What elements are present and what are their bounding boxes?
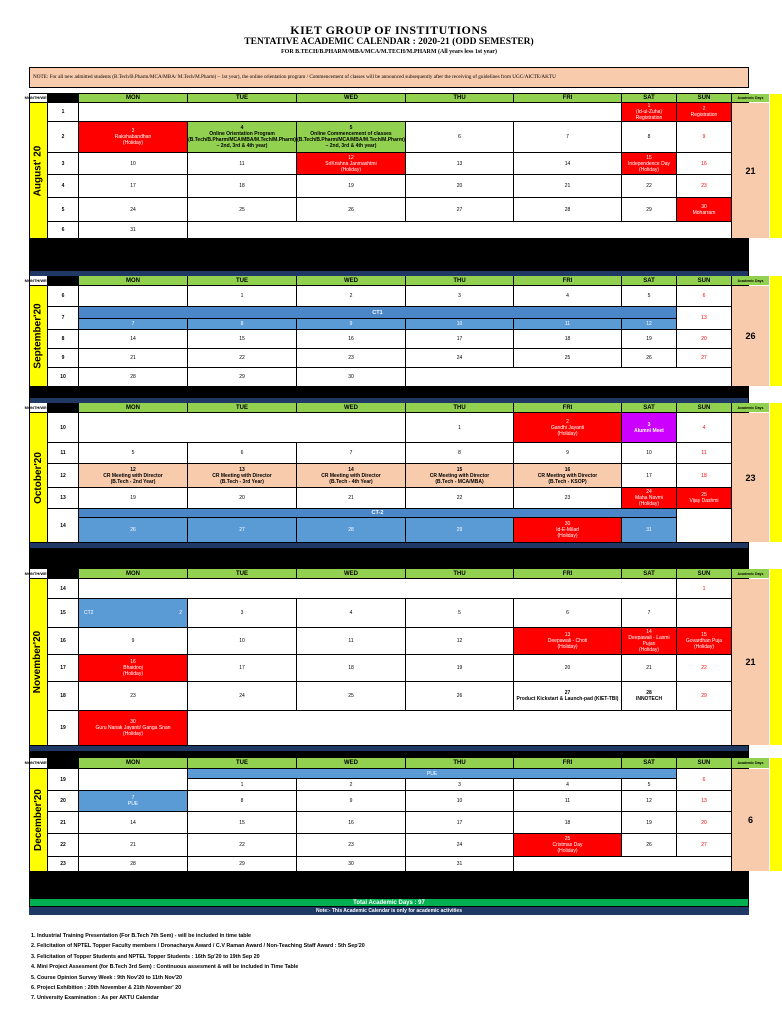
- footnote-item: 1. Industrial Training Presentation (For B.Tech 7th Sem) - will be included in time table: [31, 933, 252, 939]
- day-header-thu: THU: [406, 94, 513, 102]
- yellow-edge: [770, 569, 782, 745]
- empty-cell: [677, 599, 731, 627]
- day-header-sat: SAT: [622, 569, 676, 578]
- week-number: 1: [48, 103, 78, 121]
- day-cell: 11: [297, 628, 405, 654]
- day-cell-ct: 31: [622, 518, 676, 542]
- day-cell: 17: [188, 655, 296, 681]
- week-number: 11: [48, 443, 78, 463]
- day-header-fri: FRI: [514, 276, 621, 285]
- day-cell: 1: [406, 413, 513, 442]
- day-cell: 28: [79, 857, 187, 871]
- day-cell-event: 13 CR Meeting with Director (B.Tech - 3rd Year): [188, 464, 296, 487]
- day-cell-event: 5 Online Commencement of classes (B.Tech/B.Pharm/MCA/MBA/M.Tech/M.Pharm) – 2nd, 3rd & 4th year): [297, 122, 405, 152]
- day-cell: 29: [188, 368, 296, 386]
- day-cell-sunday: 22: [677, 655, 731, 681]
- day-header-sun: SUN: [677, 403, 731, 412]
- day-cell-event: 12 CR Meeting with Director (B.Tech - 2nd Year): [79, 464, 187, 487]
- day-cell: 26: [622, 834, 676, 856]
- day-cell-sunday: 9: [677, 122, 731, 152]
- october-section: [24, 403, 764, 542]
- december-section: [24, 758, 764, 871]
- yellow-edge: [770, 276, 782, 386]
- day-cell: 3: [406, 779, 513, 790]
- footnote-item: 3. Felicitation of Topper Students and NPTEL Topper Students : 16th Sp'20 to 19th Sep 20: [31, 953, 260, 960]
- day-cell-holiday: 30 Moharram: [677, 198, 731, 221]
- footnotes: [31, 931, 365, 1004]
- day-cell: 27: [406, 198, 513, 221]
- day-header-mon: MON: [79, 569, 187, 578]
- day-cell: 13: [406, 153, 513, 174]
- day-cell-holiday: 25 Cristmas Day (Holiday): [514, 834, 621, 856]
- day-header-wed: WED: [297, 276, 405, 285]
- day-header-mon: MON: [79, 403, 187, 412]
- day-cell: 31: [79, 222, 187, 238]
- day-cell-holiday: 12 SriKrishna Janmashtmi (Holiday): [297, 153, 405, 174]
- day-cell-ct: 10: [406, 319, 513, 329]
- day-cell: 26: [297, 198, 405, 221]
- day-cell: 23: [297, 834, 405, 856]
- day-cell-holiday: 2 Gandhi Jayanti (Holiday): [514, 413, 621, 442]
- day-cell: 22: [188, 349, 296, 367]
- week-number: 15: [48, 599, 78, 627]
- month-name: August' 20: [32, 145, 44, 196]
- academic-days-october: 23: [732, 413, 769, 542]
- week-number: 13: [48, 488, 78, 508]
- day-cell: 3: [188, 599, 296, 627]
- day-header-mon: MON: [79, 276, 187, 285]
- week-number: 10: [48, 413, 78, 442]
- day-cell-ct: 26: [79, 518, 187, 542]
- empty-cell: [188, 222, 731, 238]
- day-cell-sunday: 23: [677, 175, 731, 197]
- day-cell: 8: [622, 122, 676, 152]
- day-cell-ct: 7 PUE: [79, 791, 187, 811]
- pue-bar: PUE: [188, 769, 676, 778]
- day-cell: 11: [188, 153, 296, 174]
- month-week-header: MONTH/WEEK: [30, 403, 47, 412]
- day-cell-holiday: 1 (Id-ul-Zuha) Registration: [622, 103, 676, 121]
- week-number: 14: [48, 509, 78, 542]
- day-cell: 24: [188, 682, 296, 710]
- footnote-item: 5. Course Opinion Survey Week : 9th Nov'20 to 11th Nov'20: [31, 974, 183, 981]
- day-cell-holiday: 30 Guru Nanak Jayanti/ Ganga Snan (Holiday): [79, 711, 187, 745]
- day-cell: 10: [188, 628, 296, 654]
- academic-days-header: Academic Days: [732, 569, 769, 578]
- day-cell: 7: [297, 443, 405, 463]
- month-name: October'20: [32, 451, 44, 504]
- day-cell-holiday: 24 Maha Navmi (Holiday): [622, 488, 676, 508]
- day-cell-sunday: 29: [677, 682, 731, 710]
- day-cell: 3: [406, 286, 513, 306]
- day-cell: 19: [297, 175, 405, 197]
- day-header-tue: TUE: [188, 94, 296, 102]
- day-cell: 7: [622, 599, 676, 627]
- empty-cell: [406, 368, 731, 386]
- day-cell-holiday: 30 Id-E-Milad (Holiday): [514, 518, 621, 542]
- day-cell-ct: 11: [514, 319, 621, 329]
- week-number: 21: [48, 812, 78, 833]
- day-cell: 4: [514, 779, 621, 790]
- day-cell: 16: [297, 812, 405, 833]
- day-cell: 5: [622, 779, 676, 790]
- week-number: 20: [48, 791, 78, 811]
- week-number: 4: [48, 175, 78, 197]
- week-number: 19: [48, 769, 78, 790]
- day-cell: 31: [406, 857, 513, 871]
- day-header-fri: FRI: [514, 758, 621, 768]
- day-cell-event: 28 INNOTECH: [622, 682, 676, 710]
- day-cell: 28: [514, 198, 621, 221]
- day-cell: 19: [622, 812, 676, 833]
- week-number: 6: [48, 286, 78, 306]
- day-cell: 28: [79, 368, 187, 386]
- day-cell: 12: [406, 628, 513, 654]
- day-header-sat: SAT: [622, 758, 676, 768]
- academic-days-header: Academic Days: [732, 276, 769, 285]
- orientation-note: NOTE: For all new admitted students (B.Tech/B.Pharm/MCA/MBA/ M.Tech/M.Pharm) – 1st year), the online orientation program / Commencement of classes will be announced subsequently after the receiving of guidelines from UGC/AICTE/AKTU: [29, 67, 749, 88]
- day-cell: 18: [188, 175, 296, 197]
- week-number: 19: [48, 711, 78, 745]
- day-header-thu: THU: [406, 758, 513, 768]
- day-cell-event: 27 Product Kickstart & Launch-pad (KIET-TBI): [514, 682, 621, 710]
- day-header-thu: THU: [406, 276, 513, 285]
- month-label-october: [30, 413, 47, 542]
- day-cell-event: 16 CR Meeting with Director (B.Tech - KSOP): [514, 464, 621, 487]
- day-cell: 14: [79, 812, 187, 833]
- empty-cell: [79, 103, 621, 121]
- day-header-thu: THU: [406, 569, 513, 578]
- day-cell: 2: [297, 779, 405, 790]
- month-name: September'20: [32, 303, 44, 369]
- day-cell: 20: [406, 175, 513, 197]
- day-cell: 8: [406, 443, 513, 463]
- day-header-wed: WED: [297, 758, 405, 768]
- month-week-header: MONTH/WEEK: [30, 569, 47, 578]
- day-cell: 5: [622, 286, 676, 306]
- day-cell: 30: [297, 368, 405, 386]
- day-cell-sunday: 6: [677, 769, 731, 790]
- day-cell: 21: [622, 655, 676, 681]
- day-cell: 25: [297, 682, 405, 710]
- academic-days-header: Academic Days: [732, 403, 769, 412]
- day-cell-ct: CT2 2: [79, 599, 187, 627]
- footnote-item: 2. Felicitation of NPTEL Topper Faculty members / Dronacharya Award / C.V Raman Award / Non-Teaching Staff Award : 5th Sep'20: [31, 943, 365, 950]
- day-header-sat: SAT: [622, 94, 676, 102]
- footnote-item: 4. Mini Project Assesment (for B.Tech 3rd Sem) : Continuous assesment & will be included in Time Table: [31, 964, 299, 971]
- day-cell: 4: [514, 286, 621, 306]
- week-number: 9: [48, 349, 78, 367]
- month-label-august: [30, 103, 47, 238]
- footnote-item: 6. Project Exhibition : 20th November & 21th November' 20: [31, 985, 182, 992]
- week-number: 5: [48, 198, 78, 221]
- day-cell: 23: [79, 682, 187, 710]
- day-cell: 9: [514, 443, 621, 463]
- yellow-edge: [770, 758, 782, 871]
- week-number: 16: [48, 628, 78, 654]
- day-header-mon: MON: [79, 758, 187, 768]
- day-cell: 22: [188, 834, 296, 856]
- day-header-wed: WED: [297, 569, 405, 578]
- academic-days-november: 21: [732, 579, 769, 745]
- week-number: 8: [48, 330, 78, 348]
- day-cell: 18: [297, 655, 405, 681]
- day-cell-sunday: 20: [677, 330, 731, 348]
- empty-cell: [79, 286, 187, 306]
- day-header-fri: FRI: [514, 403, 621, 412]
- month-label-november: [30, 579, 47, 745]
- day-cell: 5: [406, 599, 513, 627]
- day-cell: 20: [188, 488, 296, 508]
- calendar-table: [24, 93, 764, 915]
- day-cell: 23: [514, 488, 621, 508]
- day-cell-ct: 8: [188, 319, 296, 329]
- day-header-mon: MON: [79, 94, 187, 102]
- day-cell-holiday: 2 Registration: [677, 103, 731, 121]
- program-line: FOR B.TECH/B.PHARM/MBA/MCA/M.TECH/M.PHARM (All years less 1st year): [281, 49, 497, 55]
- day-cell: 4: [297, 599, 405, 627]
- august-section: [24, 94, 764, 270]
- day-cell: 5: [79, 443, 187, 463]
- day-header-thu: THU: [406, 403, 513, 412]
- day-cell-holiday: 16 Bhaidooj (Holiday): [79, 655, 187, 681]
- month-week-header: MONTH/WEEK: [30, 276, 47, 285]
- month-name: December'20: [32, 789, 44, 851]
- institution-title: KIET GROUP OF INSTITUTIONS: [290, 23, 488, 37]
- day-cell: 17: [622, 464, 676, 487]
- total-academic-days: Total Academic Days : 97: [29, 898, 749, 907]
- month-label-december: [30, 769, 47, 871]
- day-cell-holiday: 25 Vijay Dashmi: [677, 488, 731, 508]
- day-cell-sunday: 13: [677, 791, 731, 811]
- week-number: 6: [48, 222, 78, 238]
- day-cell: 26: [622, 349, 676, 367]
- month-week-header: MONTH/WEEK: [24, 95, 53, 100]
- week-number: 7: [48, 307, 78, 329]
- day-cell: 19: [79, 488, 187, 508]
- day-header-wed: WED: [297, 403, 405, 412]
- day-cell: 10: [79, 153, 187, 174]
- week-number: 2: [48, 122, 78, 152]
- day-cell-event: 3 Alumni Meet: [622, 413, 676, 442]
- ct2-bar: CT-2: [79, 509, 676, 517]
- day-header-sun: SUN: [677, 276, 731, 285]
- day-cell: 18: [514, 330, 621, 348]
- week-number: 22: [48, 834, 78, 856]
- day-cell: 1: [188, 286, 296, 306]
- week-number: 23: [48, 857, 78, 871]
- day-cell: 15: [188, 330, 296, 348]
- day-cell-holiday: 15 Govardhan Puja (Holiday): [677, 628, 731, 654]
- day-cell: 22: [406, 488, 513, 508]
- day-cell: 14: [79, 330, 187, 348]
- academic-days-august: 21: [732, 103, 769, 238]
- day-cell: 24: [406, 834, 513, 856]
- day-cell-ct: 9: [297, 319, 405, 329]
- day-cell: 17: [406, 330, 513, 348]
- day-cell-event: 4 Online Orientation Program (B.Tech/B.Pharm/MCA/MBA/M.Tech/M.Pharm) – 2nd, 3rd & 4th year): [188, 122, 296, 152]
- day-cell-ct: 29: [406, 518, 513, 542]
- day-header-sat: SAT: [622, 276, 676, 285]
- calendar-header: [28, 24, 750, 56]
- day-cell-sunday: 20: [677, 812, 731, 833]
- day-cell: 19: [622, 330, 676, 348]
- empty-cell: [677, 509, 731, 542]
- day-header-tue: TUE: [188, 403, 296, 412]
- day-cell: 10: [622, 443, 676, 463]
- day-cell: 24: [406, 349, 513, 367]
- day-cell-event: 15 CR Meeting with Director (B.Tech - MCA/MBA): [406, 464, 513, 487]
- empty-cell: [188, 711, 731, 745]
- section-separator: [30, 746, 748, 751]
- day-cell: 26: [406, 682, 513, 710]
- day-cell: 15: [188, 812, 296, 833]
- day-cell: 6: [514, 599, 621, 627]
- day-cell-holiday: 3 Rakshabandhan (Holiday): [79, 122, 187, 152]
- day-cell: 16: [297, 330, 405, 348]
- week-number: 17: [48, 655, 78, 681]
- september-section: [24, 276, 764, 397]
- day-cell: 30: [297, 857, 405, 871]
- day-cell: 2: [297, 286, 405, 306]
- day-cell: 21: [79, 834, 187, 856]
- day-cell-sunday: 1: [677, 579, 731, 598]
- day-header-tue: TUE: [188, 758, 296, 768]
- day-cell-sunday: 16: [677, 153, 731, 174]
- day-cell: 7: [514, 122, 621, 152]
- day-cell: 18: [514, 812, 621, 833]
- day-cell: 19: [406, 655, 513, 681]
- week-number: 12: [48, 464, 78, 487]
- day-cell: 21: [297, 488, 405, 508]
- day-cell-ct: 12: [622, 319, 676, 329]
- november-section: [24, 569, 764, 745]
- day-cell: 20: [514, 655, 621, 681]
- day-header-tue: TUE: [188, 569, 296, 578]
- day-cell: 10: [406, 791, 513, 811]
- day-cell: 29: [622, 198, 676, 221]
- day-cell: 22: [622, 175, 676, 197]
- day-cell: 1: [188, 779, 296, 790]
- footnote-item: 7. University Examination : As per AKTU Calendar: [31, 995, 159, 1002]
- day-cell-holiday: 13 Deepawali - Choti (Holiday): [514, 628, 621, 654]
- section-separator: [30, 543, 748, 548]
- empty-cell: [514, 857, 731, 871]
- academic-days-september: 26: [732, 286, 769, 386]
- academic-days-december: 6: [732, 769, 769, 871]
- day-cell: 9: [297, 791, 405, 811]
- yellow-edge: [770, 94, 782, 238]
- day-cell: 14: [514, 153, 621, 174]
- day-header-tue: TUE: [188, 276, 296, 285]
- day-cell-ct: 27: [188, 518, 296, 542]
- day-cell: 21: [79, 349, 187, 367]
- day-cell-sunday: 4: [677, 413, 731, 442]
- day-cell-ct: 28: [297, 518, 405, 542]
- calendar-note: Note:- This Academic Calendar is only for academic activities: [29, 907, 749, 915]
- week-number: 3: [48, 153, 78, 174]
- day-cell-sunday: 13: [677, 307, 731, 329]
- day-cell: 8: [188, 791, 296, 811]
- academic-days-header: Academic Days: [732, 94, 769, 102]
- day-header-sun: SUN: [677, 569, 731, 578]
- academic-days-header: Academic Days: [732, 758, 769, 768]
- day-header-sun: SUN: [677, 758, 731, 768]
- day-cell: 23: [297, 349, 405, 367]
- day-cell: 6: [406, 122, 513, 152]
- day-header-wed: WED: [297, 94, 405, 102]
- day-cell: 25: [188, 198, 296, 221]
- day-cell: 21: [514, 175, 621, 197]
- day-cell: 25: [514, 349, 621, 367]
- empty-cell: [79, 769, 187, 790]
- day-cell-event: 14 CR Meeting with Director (B.Tech - 4th Year): [297, 464, 405, 487]
- day-cell-sunday: 11: [677, 443, 731, 463]
- empty-cell: [79, 413, 405, 442]
- day-cell-holiday: 14 Deepawali - Laxmi Pujan (Holiday): [622, 628, 676, 654]
- day-cell-sunday: 18: [677, 464, 731, 487]
- day-cell: 29: [188, 857, 296, 871]
- day-cell-sunday: 27: [677, 349, 731, 367]
- day-cell-ct: 7: [79, 319, 187, 329]
- day-cell: 17: [406, 812, 513, 833]
- month-label-september: [30, 286, 47, 386]
- day-header-sat: SAT: [622, 403, 676, 412]
- day-cell-sunday: 6: [677, 286, 731, 306]
- day-header-fri: FRI: [514, 569, 621, 578]
- day-header-sun: SUN: [677, 94, 731, 102]
- week-number: 14: [48, 579, 78, 598]
- day-header-fri: FRI: [514, 94, 621, 102]
- day-cell-sunday: 27: [677, 834, 731, 856]
- day-cell: 12: [622, 791, 676, 811]
- day-cell: 11: [514, 791, 621, 811]
- month-week-header: MONTH/WEEK: [30, 758, 47, 768]
- week-number: 18: [48, 682, 78, 710]
- day-cell: 9: [79, 628, 187, 654]
- day-cell: 6: [188, 443, 296, 463]
- calendar-title: TENTATIVE ACADEMIC CALENDAR : 2020-21 (ODD SEMESTER): [244, 37, 534, 47]
- ct1-bar: CT1: [79, 307, 676, 318]
- month-name: November'20: [32, 630, 44, 694]
- day-cell: 24: [79, 198, 187, 221]
- day-cell: 17: [79, 175, 187, 197]
- empty-cell: [79, 579, 676, 598]
- day-cell-holiday: 15 Independence Day (Holiday): [622, 153, 676, 174]
- yellow-edge: [770, 403, 782, 542]
- week-number: 10: [48, 368, 78, 386]
